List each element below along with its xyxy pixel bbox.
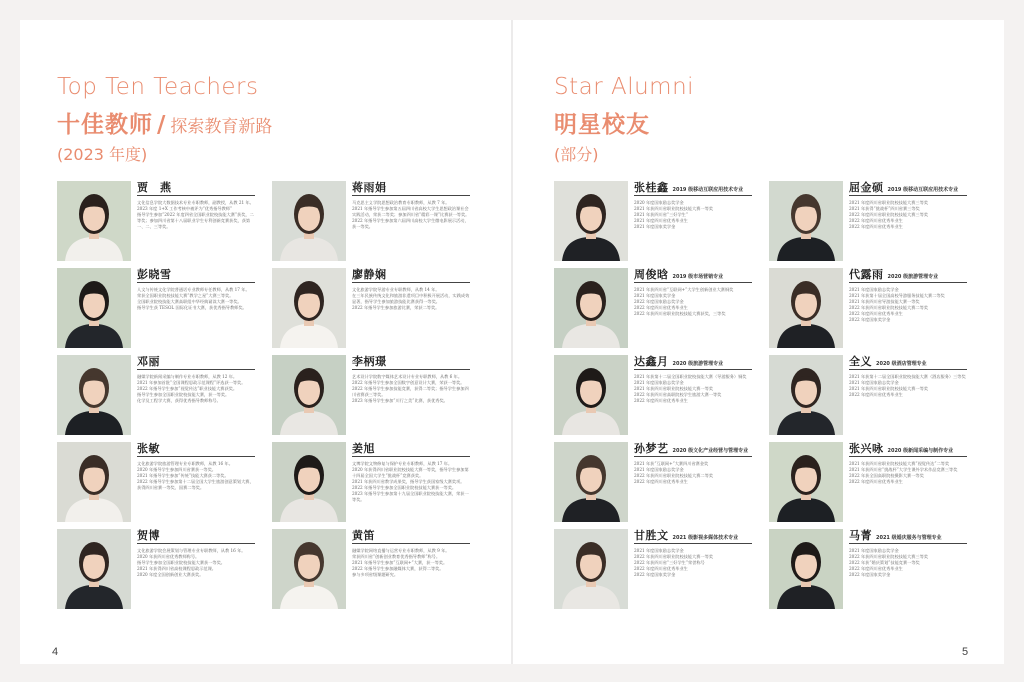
portrait-photo <box>272 181 346 261</box>
portrait-image <box>57 355 131 435</box>
portrait-photo <box>554 529 628 609</box>
person-description: 2021 年获四川省“互联网+”大学生创新创业大赛铜奖 2021 年度国家奖学金 2022 年度国家励志奖学金 2022 年度四川省优秀毕业生 2022 年获四川省职业院校技能大赛获奖，三等奖 <box>634 287 734 316</box>
portrait-photo <box>272 355 346 435</box>
name-underline <box>849 369 967 370</box>
portrait-image <box>57 268 131 348</box>
person-name-row <box>352 353 387 369</box>
portrait-image <box>272 268 346 348</box>
person-name-row <box>849 527 942 543</box>
person-name-row <box>137 440 160 456</box>
name-underline <box>849 282 967 283</box>
person-description: 2021 年度国家励志奖学金 2022 年获四川省职业院校技能大赛一等奖 2022 年获四川省“三好学生”荣誉称号 2022 年度四川省优秀毕业生 2022 年度国家奖学金 <box>634 548 713 577</box>
portrait-image <box>57 181 131 261</box>
teacher-card <box>272 442 470 522</box>
person-name-row <box>849 353 927 369</box>
major-label: 2019 级市场营销专业 <box>672 274 724 280</box>
name-underline <box>137 543 255 544</box>
alumni-card <box>554 355 752 435</box>
major-label: 2021 级婚庆服务与管理专业 <box>876 535 942 541</box>
person-name-row <box>634 353 723 369</box>
person-description: 2021 年度四川省职业院校技能大赛三等奖 2021 年获得“挑战杯”四川省赛三等奖 2022 年度四川省职业院校技能大赛三等奖 2022 年度四川省优秀毕业生 2022 年度四川省优秀毕业生 <box>849 200 928 229</box>
name-underline <box>352 369 470 370</box>
portrait-photo <box>57 442 131 522</box>
portrait-photo <box>769 529 843 609</box>
name-underline <box>352 195 470 196</box>
name-underline <box>849 195 967 196</box>
person-description: 马克思主义学院思想政治教育专职教师，从教 7 年。 2021 年指导学生参加第五届四川省高校大学生思想政治课社会实践活动，荣获二等奖；参加四川省“精彩一课”比赛获一等奖。 2022 年指导学生参加第六届四川高校大学生微电影展示活动，获一等奖。 <box>352 200 470 229</box>
person-name: 黄笛 <box>352 529 375 542</box>
person-name-row <box>137 353 160 369</box>
major-label: 2019 级移动互联应用技术专业 <box>887 187 959 193</box>
person-name-row <box>137 179 172 195</box>
name-underline <box>634 195 752 196</box>
person-name-row <box>352 179 387 195</box>
name-underline <box>137 282 255 283</box>
major-label: 2021 级影视多媒体技术专业 <box>672 535 739 541</box>
name-underline <box>849 456 967 457</box>
alumni-card <box>554 442 752 522</box>
portrait-photo <box>272 268 346 348</box>
teacher-card <box>272 181 470 261</box>
person-name: 全义 <box>849 355 872 368</box>
person-name: 廖静娴 <box>352 268 387 281</box>
teacher-card <box>57 355 255 435</box>
right-title-en: Star Alumni <box>554 74 695 100</box>
name-underline <box>137 456 255 457</box>
portrait-image <box>272 355 346 435</box>
person-name-row <box>634 440 748 456</box>
portrait-photo <box>57 268 131 348</box>
person-description: 文化旅游学院旅游管理专业专职教师，从教 16 年。 2020 年指导学生参加四川省赛获一等奖。 2021 年指导学生参加“传统”技能大赛获二等奖。 2022 年指导学生参加第十二届全国大学生旅游创意策划大赛，获得四川省赛一等奖、国赛二等奖。 <box>137 461 254 490</box>
person-name: 姜旭 <box>352 442 375 455</box>
portrait-image <box>769 181 843 261</box>
person-description: 2021 年获“互联网+”大赛四川省赛金奖 2021 年度国家励志奖学金 2022 年获四川省职业院校技能大赛二等奖 2022 年度四川省优秀毕业生 <box>634 461 713 484</box>
name-underline <box>137 369 255 370</box>
name-underline <box>137 195 255 196</box>
portrait-photo <box>554 442 628 522</box>
person-name-row <box>849 179 958 195</box>
name-underline <box>634 543 752 544</box>
portrait-photo <box>554 268 628 348</box>
teacher-card <box>57 181 255 261</box>
teacher-card <box>57 442 255 522</box>
person-name: 蒋雨娟 <box>352 181 387 194</box>
person-name: 张兴咏 <box>849 442 884 455</box>
right-title-paren: (部分) <box>554 145 599 164</box>
portrait-photo <box>272 442 346 522</box>
person-description: 2021 年获第十二届全国职业院校技能大赛（导游服务）铜奖 2021 年度国家励志奖学金 2021 年获四川省职业院校技能大赛一等奖 2022 年获四川省高职院校学生旅游大赛一等奖 2022 年度四川省优秀毕业生 <box>634 374 747 403</box>
major-label: 2020 级旅游管理专业 <box>672 361 724 367</box>
person-name: 代露雨 <box>849 268 884 281</box>
alumni-card <box>769 268 967 348</box>
portrait-photo <box>57 529 131 609</box>
portrait-image <box>554 181 628 261</box>
person-name: 李柄璟 <box>352 355 387 368</box>
portrait-photo <box>554 355 628 435</box>
person-name: 达鑫月 <box>634 355 669 368</box>
page-number-right: 5 <box>962 646 969 658</box>
portrait-image <box>57 529 131 609</box>
person-description: 文化旅游学院导游专业专职教师，从教 14 年。 在三年民族传统文化和旅游非遗项目中积极开展活动，实践成效显著，指导学生参加旅游技能比赛获得一等奖。 2022 年指导学生参加旅游比赛，荣获二等奖。 <box>352 287 470 310</box>
name-underline <box>634 456 752 457</box>
person-name: 张桂鑫 <box>634 181 669 194</box>
alumni-card <box>769 442 967 522</box>
person-name: 张敏 <box>137 442 160 455</box>
person-description: 2021 年获四川省职业院校技能大赛“视觉传达”二等奖 2021 年获四川省“挑战杯”大学生课外学术作品竞赛三等奖 2022 年获全国高职院校摄影大赛一等奖 2022 年度四川省优秀毕业生 <box>849 461 958 484</box>
person-name-row <box>137 527 160 543</box>
left-title-zh <box>57 106 272 139</box>
major-label: 2019 级移动互联应用技术专业 <box>672 187 744 193</box>
alumni-card <box>554 268 752 348</box>
person-description: 融媒学院网络直播与运营专业专职教师，从教 9 年。 荣获四川省“创新创业教育优秀指导教师”称号。 2021 年指导学生参加“互联网+”大赛，获一等奖。 2022 年指导学生参加融媒体大赛，获得二等奖。 参与多项省级课题研究。 <box>352 548 450 577</box>
portrait-photo <box>769 355 843 435</box>
portrait-image <box>554 268 628 348</box>
person-name: 周俊晗 <box>634 268 669 281</box>
person-name-row <box>849 440 953 456</box>
person-name: 彭晓雪 <box>137 268 172 281</box>
portrait-photo <box>769 268 843 348</box>
left-title-zh-main: 十佳教师 <box>57 112 153 138</box>
person-description: 文化旅游学院会展策划与管理专业专职教师，从教 16 年。 2020 年获四川省优秀教师称号。 指导学生参加全国职业院校技能大赛获一等奖。 2021 年获得四川省高校课程思政示范课。 2020 年度全国创新创业大赛获奖。 <box>137 548 246 577</box>
name-underline <box>352 543 470 544</box>
major-label: 2020 级酒店管理专业 <box>876 361 927 367</box>
person-name: 甘胜文 <box>634 529 669 542</box>
teacher-card <box>57 529 255 609</box>
person-description: 人文与传统文化学院普通话专业教师专任教师，从教 17 年。 荣获全国职业院校技能大赛“教学之星”大赛三等奖。 全国职业院校技能大赛高职组中华经典诵读大赛一等奖。 指导学生获 TESOL 国际化证书大赛，获优秀指导教师奖。 <box>137 287 250 310</box>
name-underline <box>352 456 470 457</box>
person-name: 屈金硕 <box>849 181 884 194</box>
portrait-image <box>769 268 843 348</box>
person-description: 2021 年度国家励志奖学金 2021 年获第十届全国高校导游服务技能大赛二等奖 2021 年获四川省导游技能大赛一等奖 2022 年获四川省职业院校技能大赛二等奖 2022 年度四川省优秀毕业生 2022 年度国家奖学金 <box>849 287 945 322</box>
portrait-photo <box>57 181 131 261</box>
alumni-card <box>769 529 967 609</box>
person-description: 2021 年度国家励志奖学金 2022 年获四川省职业院校技能大赛三等奖 2022 年获“婚庆策划”技能竞赛一等奖 2022 年度四川省优秀毕业生 2022 年度国家奖学金 <box>849 548 928 577</box>
portrait-image <box>272 529 346 609</box>
person-name-row <box>352 440 375 456</box>
portrait-image <box>57 442 131 522</box>
alumni-card <box>554 181 752 261</box>
portrait-image <box>554 529 628 609</box>
portrait-image <box>272 181 346 261</box>
person-name: 孙梦艺 <box>634 442 669 455</box>
person-name-row <box>634 179 743 195</box>
portrait-image <box>769 355 843 435</box>
name-underline <box>634 282 752 283</box>
person-name: 贾 燕 <box>137 181 172 194</box>
portrait-photo <box>769 442 843 522</box>
person-description: 艺术设计学院数字媒体艺术设计专业专职教师，从教 6 年。 2022 年指导学生参加全国数字创意设计大赛，荣获一等奖。 2022 年指导学生参加技能竞赛，获得二等奖；指导学生参加四川省赛获三等奖。 2023 年指导学生参加“川行之美”比赛，获优秀奖。 <box>352 374 469 403</box>
major-label: 2020 级新闻采编与制作专业 <box>887 448 954 454</box>
person-name-row <box>849 266 938 282</box>
person-name-row <box>634 266 723 282</box>
portrait-image <box>554 355 628 435</box>
person-description: 文博学院文物修复与保护专业专职教师，从教 17 年。 2020 年获得四川省职业院校技能大赛一等奖，指导学生参加第十四届全国大学生“挑战杯”竞赛获奖。 2021 年获四川省教学成果奖，指导学生获国家级大赛奖项。 2022 年指导学生参加全国职业院校技能大赛获一等奖。 2023 年指导学生参加第十九届全国职业院校技能大赛，荣获一等奖。 <box>352 461 469 502</box>
name-underline <box>352 282 470 283</box>
person-name: 贺博 <box>137 529 160 542</box>
left-title-en: Top Ten Teachers <box>57 74 259 100</box>
portrait-image <box>554 442 628 522</box>
person-description: 2021 年获第十二届全国职业院校技能大赛（酒店服务）三等奖 2021 年度国家励志奖学金 2021 年获四川省职业院校技能大赛一等奖 2022 年度四川省优秀毕业生 <box>849 374 966 397</box>
person-name: 马菁 <box>849 529 872 542</box>
person-name-row <box>137 266 172 282</box>
title-slash: / <box>157 112 167 138</box>
teacher-card <box>272 355 470 435</box>
teacher-card <box>57 268 255 348</box>
teacher-card <box>272 268 470 348</box>
person-description: 2020 年度国家励志奖学金 2021 年获四川省职业院校技能大赛一等奖 2021 年获四川省“三好学生” 2021 年度四川省优秀毕业生 2021 年度国家奖学金 <box>634 200 713 229</box>
portrait-image <box>272 442 346 522</box>
person-description: 文化信息学院大数据技术专业专职教师，副教授，从教 21 年。 2023 年度 1+X 工作考核中被评为“优秀指导教师” 指导学生参加“2022 年度四省全国职业院校技能大赛”获奖，二等奖；参加四川省第十八届职业学生专利创新竞赛获奖，获第一、二、三等奖。 <box>137 200 254 229</box>
person-name-row <box>352 266 387 282</box>
major-label: 2020 级文化产业经营与管理专业 <box>672 448 749 454</box>
page-number-left: 4 <box>52 646 59 658</box>
alumni-card <box>769 181 967 261</box>
left-title-paren: (2023 年度) <box>57 145 148 164</box>
person-name-row <box>634 527 738 543</box>
person-description: 融媒学院新闻采编与制作专业专职教师，从教 12 年。 2021 年参加首批“全国课程思政示范课程”评选获一等奖。 2022 年指导学生参加“视觉传达”职业技能大赛获奖。 指导学生参加全国职业院校技能大赛，获一等奖。 化学及工程学大赛，获得优秀指导教师称号。 <box>137 374 246 403</box>
name-underline <box>849 543 967 544</box>
portrait-image <box>769 529 843 609</box>
name-underline <box>634 369 752 370</box>
portrait-photo <box>769 181 843 261</box>
left-title-sub: 探索教育新路 <box>170 117 273 137</box>
teacher-card <box>272 529 470 609</box>
person-name-row <box>352 527 375 543</box>
major-label: 2020 级旅游管理专业 <box>887 274 939 280</box>
portrait-photo <box>272 529 346 609</box>
right-title-zh: 明星校友 <box>554 112 650 138</box>
person-name: 邓丽 <box>137 355 160 368</box>
alumni-card <box>769 355 967 435</box>
portrait-photo <box>57 355 131 435</box>
portrait-image <box>769 442 843 522</box>
alumni-card <box>554 529 752 609</box>
portrait-photo <box>554 181 628 261</box>
